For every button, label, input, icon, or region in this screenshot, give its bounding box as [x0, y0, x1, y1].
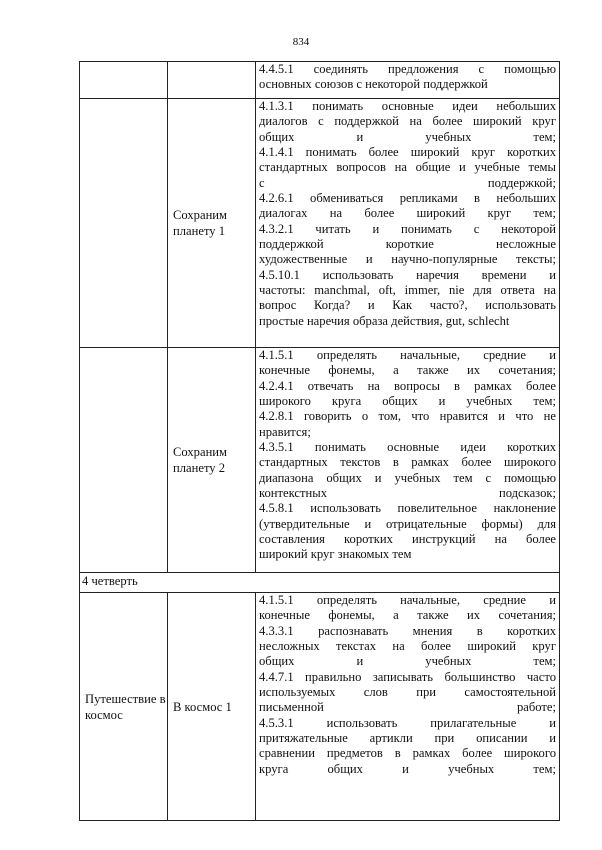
- theme-cell: [80, 348, 168, 573]
- objectives-cell: [256, 62, 560, 99]
- objective-line: 4.2.8.1 говорить о том, что нравится и что не: [259, 409, 556, 424]
- objective-line: составления коротких инструкций на более: [259, 532, 556, 547]
- objective-line: конечные фонемы, а также их сочетания;: [259, 608, 556, 623]
- table-row: [80, 62, 560, 99]
- objectives-cell: [256, 593, 560, 821]
- quarter-row: [80, 573, 560, 593]
- page-number: 834: [292, 36, 310, 48]
- objective-line: 4.5.8.1 использовать повелительное наклонение: [259, 501, 556, 516]
- objective-line: 4.5.10.1 использовать наречия времени и: [259, 267, 556, 282]
- objective-line: частоты: manchmal, oft, immer, nie для ответа на: [259, 283, 556, 298]
- objective-line: диалогах на более широкий круг тем;: [259, 206, 556, 221]
- objective-line: контекстных подсказок;: [259, 486, 556, 501]
- subtopic-label: В космос 1: [173, 699, 232, 714]
- objective-line: 4.2.6.1 обмениваться репликами в небольших: [259, 191, 556, 206]
- objective-line: вопрос Когда? и Как часто?, использовать: [259, 298, 556, 313]
- table-row: [80, 593, 560, 821]
- objective-line: 4.1.3.1 понимать основные идеи небольших: [259, 99, 556, 113]
- objective-line: 4.4.5.1 соединять предложения с помощью: [259, 62, 556, 76]
- objective-line: (утвердительные и отрицательные формы) для: [259, 516, 556, 531]
- objective-line: 4.5.3.1 использовать прилагательные и: [259, 715, 556, 730]
- objective-line: общих и учебных тем;: [259, 654, 556, 669]
- objective-line: стандартных вопросов на общие и учебные темы: [259, 160, 556, 175]
- objectives-cell: [256, 348, 560, 573]
- objective-line: широкий круг знакомых тем: [259, 547, 412, 562]
- objective-line: притяжательные артикли при описании и: [259, 731, 556, 746]
- objective-line: сравнении предметов в рамках более широкого: [259, 746, 556, 761]
- theme-cell: [80, 99, 168, 348]
- objective-line: письменной работе;: [259, 700, 556, 715]
- objectives-text: [259, 62, 556, 93]
- objective-line: круга общих и учебных тем;: [259, 761, 556, 776]
- objective-line: поддержкой короткие несложные: [259, 237, 556, 252]
- theme-label: Путешествие в космос: [85, 691, 166, 722]
- subtopic-label: Сохраним планету 1: [173, 208, 228, 238]
- table-row: [80, 348, 560, 573]
- objective-line: с поддержкой;: [259, 175, 556, 190]
- objective-line: общих и учебных тем;: [259, 129, 556, 144]
- objective-line: конечные фонемы, а также их сочетания;: [259, 363, 556, 378]
- objective-line: 4.1.5.1 определять начальные, средние и: [259, 348, 556, 362]
- objective-line: широкого круга общих и учебных тем;: [259, 394, 556, 409]
- objective-line: 4.3.5.1 понимать основные идеи коротких: [259, 440, 556, 455]
- objective-line: нравится;: [259, 424, 311, 439]
- objective-line: несложных текстах на более широкий круг: [259, 639, 556, 654]
- objective-line: 4.3.2.1 читать и понимать с некоторой: [259, 221, 556, 236]
- objective-line: 4.3.3.1 распознавать мнения в коротких: [259, 623, 556, 638]
- quarter-label: 4 четверть: [80, 573, 560, 593]
- theme-cell: [80, 593, 168, 821]
- subtopic-cell: [168, 348, 256, 573]
- objective-line: стандартных текстов в рамках более широкого: [259, 455, 556, 470]
- objectives-cell: [256, 99, 560, 348]
- objective-line: 4.2.4.1 отвечать на вопросы в рамках более: [259, 378, 556, 393]
- curriculum-table: [79, 61, 560, 821]
- objective-line: 4.1.4.1 понимать более широкий круг коротких: [259, 145, 556, 160]
- objective-line: 4.1.5.1 определять начальные, средние и: [259, 593, 556, 607]
- objective-line: художественные и научно-популярные тексты;: [259, 252, 556, 267]
- objectives-text: [259, 348, 556, 563]
- table-row: [80, 99, 560, 348]
- subtopic-label: Сохраним планету 2: [173, 445, 228, 475]
- subtopic-cell: [168, 99, 256, 348]
- objective-line: диапазона общих и учебных тем с помощью: [259, 470, 556, 485]
- subtopic-cell: [168, 62, 256, 99]
- objective-line: простые наречия образа действия, gut, schlecht: [259, 313, 510, 328]
- objective-line: диалогов с поддержкой на более широкий круг: [259, 114, 556, 129]
- objective-line: основных союзов с некоторой поддержкой: [259, 77, 488, 92]
- objectives-text: [259, 99, 556, 329]
- theme-cell: [80, 62, 168, 99]
- objectives-text: [259, 593, 556, 777]
- objective-line: 4.4.7.1 правильно записывать большинство часто: [259, 669, 556, 684]
- subtopic-cell: [168, 593, 256, 821]
- objective-line: используемых слов при самостоятельной: [259, 685, 556, 700]
